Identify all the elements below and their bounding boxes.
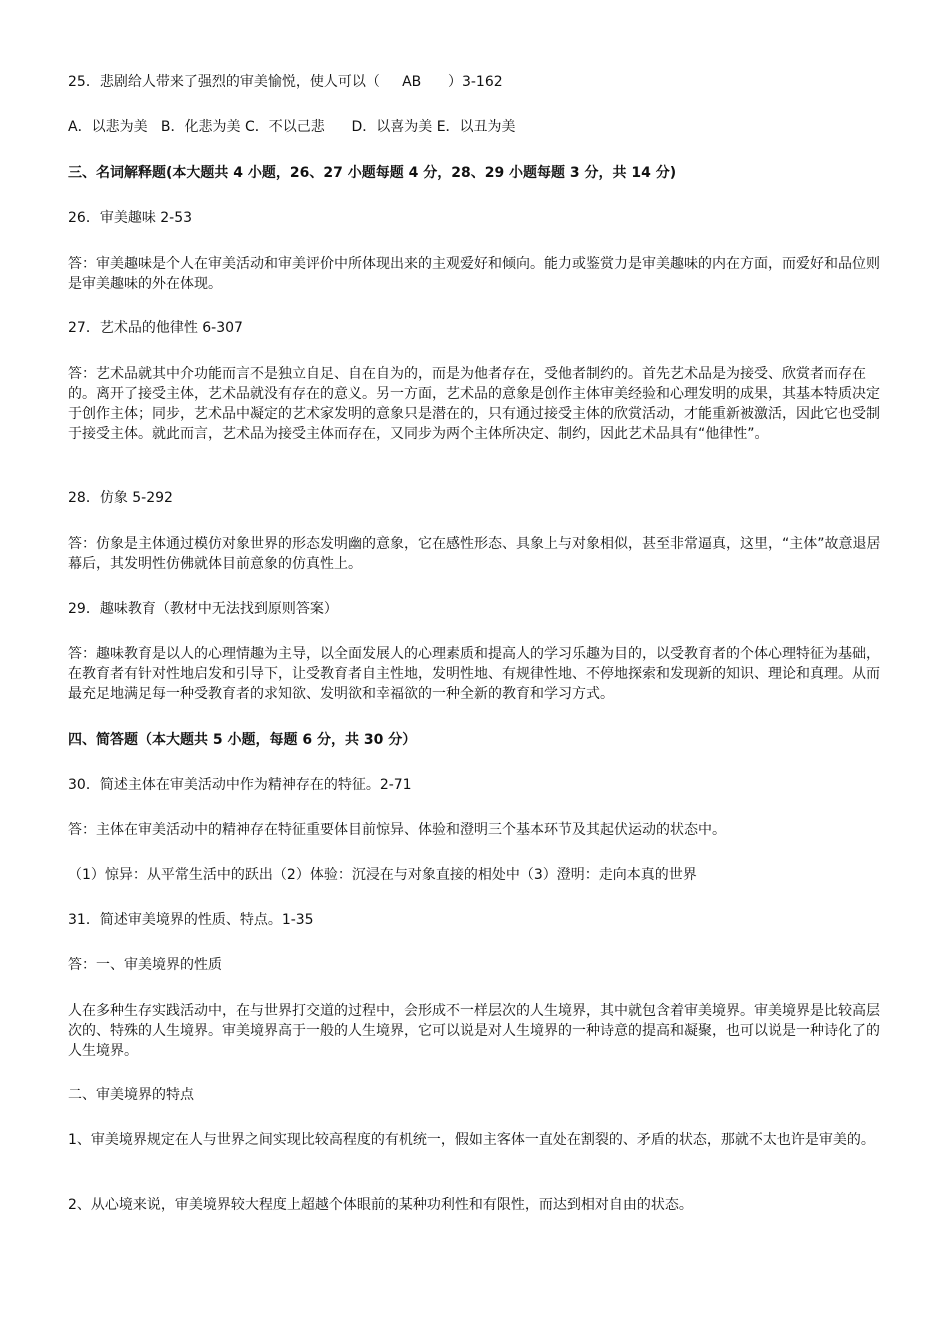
answer-31-part-one-body: 人在多种生存实践活动中，在与世界打交道的过程中，会形成不一样层次的人生境界，其中就包含着审美境界。审美境界是比较高层次的、特殊的人生境界。审美境界高于一般的人生境界，它可以说是对人生境界的一种诗意的提高和凝聚，也可以说是一种诗化了的人生境界。 [68, 1003, 880, 1059]
answer-28: 答：仿象是主体通过模仿对象世界的形态发明幽的意象，它在感性形态、具象上与对象相似，甚至非常逼真，这里，“主体”故意退居幕后，其发明性仿佛就体目前意象的仿真性上。 [68, 536, 881, 572]
question-27: 27．艺术品的他律性 6-307 [68, 320, 243, 336]
answer-31-point-1: 1、审美境界规定在人与世界之间实现比较高程度的有机统一，假如主客体一直处在割裂的、矛盾的状态，那就不太也许是审美的。 [68, 1132, 875, 1148]
answer-26: 答：审美趣味是个人在审美活动和审美评价中所体现出来的主观爱好和倾向。能力或鉴赏力是审美趣味的内在方面，而爱好和品位则是审美趣味的外在体现。 [68, 256, 880, 292]
question-29: 29．趣味教育（教材中无法找到原则答案） [68, 601, 338, 617]
question-28: 28．仿象 5-292 [68, 490, 173, 506]
section-three-heading: 三、名词解释题(本大题共 4 小题，26、27 小题每题 4 分，28、29 小题每题 3 分，共 14 分) [68, 165, 677, 181]
answer-27: 答：艺术品就其中介功能而言不是独立自足、自在自为的，而是为他者存在，受他者制约的。首先艺术品是为接受、欣赏者而存在的。离开了接受主体，艺术品就没有存在的意义。另一方面，艺术品的意象是创作主体审美经验和心理发明的成果，其基本特质决定于创作主体；同步，艺术品中凝定的艺术家发明的意象只是潜在的，只有通过接受主体的欣赏活动，才能重新被激活，因此它也受制于接受主体。就此而言，艺术品为接受主体而存在，又同步为两个主体所决定、制约，因此艺术品具有“他律性”。 [68, 366, 880, 442]
section-four-heading: 四、简答题（本大题共 5 小题，每题 6 分，共 30 分） [68, 732, 417, 748]
question-25-options: A．以悲为美 B．化悲为美 C．不以己悲 D．以喜为美 E．以丑为美 [68, 119, 516, 135]
question-25: 25．悲剧给人带来了强烈的审美愉悦，使人可以（ AB ）3-162 [68, 74, 503, 90]
answer-29: 答：趣味教育是以人的心理情趣为主导，以全面发展人的心理素质和提高人的学习乐趣为目的，以受教育者的个体心理特征为基础，在教育者有针对性地启发和引导下，让受教育者自主性地，发明性地、有规律性地、不停地探索和发现新的知识、理论和真理。从而最充足地满足每一种受教育者的求知欲、发明欲和幸福欲的一种全新的教育和学习方式。 [68, 646, 880, 702]
answer-31-part-two-heading: 二、审美境界的特点 [68, 1087, 194, 1103]
answer-30: 答：主体在审美活动中的精神存在特征重要体目前惊异、体验和澄明三个基本环节及其起伏运动的状态中。 [68, 822, 726, 838]
question-31: 31．简述审美境界的性质、特点。1-35 [68, 912, 314, 928]
question-26: 26．审美趣味 2-53 [68, 210, 193, 226]
question-30: 30．简述主体在审美活动中作为精神存在的特征。2-71 [68, 777, 412, 793]
answer-31-part-one-heading: 答：一、审美境界的性质 [68, 957, 222, 973]
answer-30-points: （1）惊异：从平常生活中的跃出（2）体验：沉浸在与对象直接的相处中（3）澄明：走向本真的世界 [68, 867, 697, 883]
answer-31-point-2: 2、从心境来说，审美境界较大程度上超越个体眼前的某种功利性和有限性，而达到相对自由的状态。 [68, 1197, 693, 1213]
